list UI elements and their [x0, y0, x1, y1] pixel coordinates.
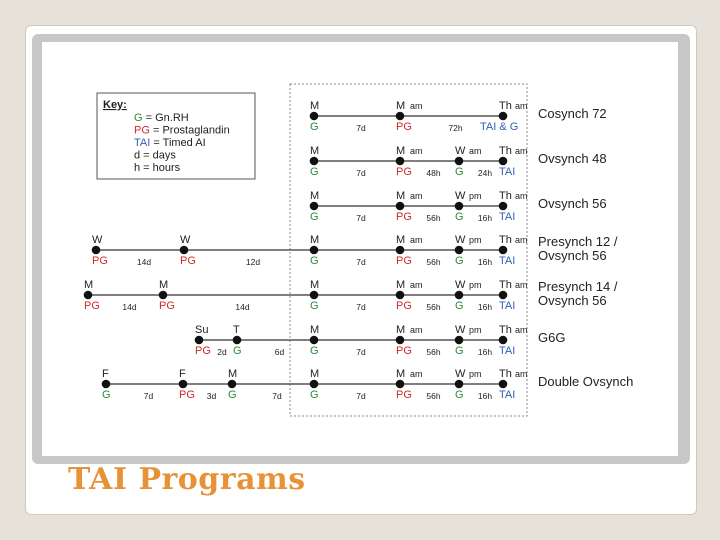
protocol-name: Cosynch 72 — [538, 106, 607, 121]
slide-title: TAI Programs — [68, 462, 306, 497]
event-time: pm — [469, 235, 482, 245]
event-drug: TAI — [499, 389, 516, 401]
event-day: Th — [499, 100, 512, 112]
event-day: Th — [499, 324, 512, 336]
event-drug: TAI — [499, 211, 516, 223]
interval-label: 14d — [122, 302, 137, 312]
event-drug: G — [310, 121, 319, 133]
protocol-name: Ovsynch 48 — [538, 151, 607, 166]
event-dot — [455, 380, 464, 389]
event-day: M — [84, 279, 94, 291]
event-dot — [499, 336, 508, 345]
event-dot — [102, 380, 111, 389]
event-time: am — [515, 235, 528, 245]
interval-label: 72h — [448, 123, 463, 133]
interval-label: 12d — [245, 257, 261, 267]
interval-label: 7d — [356, 347, 366, 357]
event-dot — [310, 246, 319, 255]
key-desc: = Gn.RH — [142, 112, 189, 124]
interval-label: 56h — [426, 391, 441, 401]
interval-label: 6d — [274, 347, 285, 357]
event-dot — [499, 246, 508, 255]
key-desc: = hours — [140, 162, 181, 174]
protocol-name: Double Ovsynch — [538, 374, 634, 389]
event-drug: G — [310, 300, 319, 312]
event-time: am — [410, 101, 423, 111]
event-dot — [455, 202, 464, 211]
protocol-name: Ovsynch 56 — [538, 293, 607, 308]
event-day: M — [228, 368, 238, 380]
event-time: am — [410, 325, 423, 335]
event-time: pm — [469, 325, 482, 335]
event-dot — [396, 202, 405, 211]
event-day: M — [310, 324, 320, 336]
key-heading: Key: — [103, 99, 127, 111]
key-desc: = days — [140, 149, 176, 162]
event-drug: PG — [84, 300, 100, 312]
interval-label: 16h — [477, 347, 493, 357]
event-dot — [310, 336, 319, 345]
event-drug: G — [228, 389, 237, 401]
event-time: am — [410, 369, 423, 379]
event-dot — [159, 291, 168, 300]
event-drug: TAI — [499, 300, 516, 312]
event-drug: G — [455, 345, 464, 357]
event-dot — [92, 246, 101, 255]
protocol-name: Presynch 12 / — [538, 234, 618, 249]
event-dot — [455, 336, 464, 345]
event-drug: PG — [396, 211, 412, 223]
interval-label: 2d — [217, 347, 227, 357]
key-item — [134, 137, 206, 149]
event-dot — [396, 246, 405, 255]
protocol-row — [92, 234, 618, 267]
interval-label: 24h — [477, 168, 493, 178]
event-day: F — [102, 368, 109, 380]
event-day: M — [396, 100, 406, 112]
protocol-row — [310, 100, 607, 133]
event-dot — [499, 112, 508, 121]
key-desc: = Timed AI — [150, 137, 206, 149]
interval-label: 16h — [477, 391, 493, 401]
event-day: Th — [499, 145, 512, 157]
event-dot — [499, 202, 508, 211]
event-dot — [310, 202, 319, 211]
event-dot — [180, 246, 189, 255]
event-time: am — [515, 146, 528, 156]
event-day: M — [310, 145, 320, 157]
event-time: pm — [469, 191, 482, 201]
event-time: am — [410, 146, 423, 156]
event-dot — [310, 157, 319, 166]
interval-label: 56h — [426, 213, 441, 223]
event-drug: G — [310, 345, 319, 357]
event-dot — [499, 380, 508, 389]
key-desc: = Prostaglandin — [149, 124, 230, 137]
protocol-row — [84, 279, 618, 312]
event-time: am — [515, 325, 528, 335]
event-time: am — [410, 191, 423, 201]
event-dot — [499, 157, 508, 166]
event-day: M — [310, 100, 320, 112]
event-drug: PG — [396, 255, 412, 267]
interval-label: 14d — [136, 257, 152, 267]
event-time: am — [515, 280, 528, 290]
key-item — [134, 112, 189, 124]
event-time: am — [515, 101, 528, 111]
event-day: M — [396, 234, 406, 246]
event-day: W — [455, 190, 466, 202]
event-dot — [233, 336, 242, 345]
event-drug: G — [310, 211, 319, 223]
event-drug: TAI — [499, 345, 516, 357]
interval-label: 16h — [477, 302, 493, 312]
event-day: W — [92, 234, 103, 246]
event-drug: PG — [396, 389, 412, 401]
event-day: Su — [195, 324, 209, 336]
event-day: M — [396, 368, 406, 380]
event-day: M — [310, 234, 320, 246]
event-dot — [396, 112, 405, 121]
interval-label: 7d — [356, 213, 366, 223]
event-dot — [499, 291, 508, 300]
event-dot — [84, 291, 93, 300]
interval-label: 7d — [356, 257, 366, 267]
protocol-name: G6G — [538, 330, 566, 345]
interval-label: 48h — [426, 168, 441, 178]
event-day: Th — [499, 234, 512, 246]
event-day: Th — [499, 190, 512, 202]
interval-label: 7d — [143, 391, 154, 401]
protocol-row — [310, 190, 607, 223]
event-day: M — [396, 324, 406, 336]
key-abbr: h — [134, 162, 141, 174]
event-day: T — [233, 324, 240, 336]
event-dot — [455, 157, 464, 166]
event-drug: TAI & G — [480, 121, 519, 133]
protocol-name: Presynch 14 / — [538, 279, 618, 294]
interval-label: 3d — [206, 391, 217, 401]
event-drug: PG — [396, 345, 412, 357]
key-item — [134, 162, 181, 174]
event-day: M — [310, 190, 320, 202]
event-drug: PG — [159, 300, 175, 312]
event-time: am — [515, 369, 528, 379]
key-abbr: TAI — [134, 137, 151, 149]
key-abbr: d — [134, 149, 141, 162]
interval-label: 16h — [477, 257, 493, 267]
event-dot — [396, 336, 405, 345]
event-day: Th — [499, 368, 512, 380]
event-drug: PG — [179, 389, 195, 401]
interval-label: 56h — [426, 347, 441, 357]
event-dot — [310, 380, 319, 389]
event-time: am — [515, 191, 528, 201]
interval-label: 14d — [235, 302, 250, 312]
event-day: W — [455, 368, 466, 380]
event-drug: G — [102, 389, 111, 401]
event-time: am — [410, 235, 423, 245]
event-time: pm — [469, 369, 482, 379]
event-dot — [455, 291, 464, 300]
key-item — [134, 125, 230, 137]
event-dot — [455, 246, 464, 255]
protocol-row — [195, 324, 566, 357]
interval-label: 16h — [477, 213, 493, 223]
event-day: W — [455, 234, 466, 246]
event-drug: G — [455, 389, 464, 401]
event-day: M — [396, 279, 406, 291]
event-day: M — [310, 279, 320, 291]
event-dot — [228, 380, 237, 389]
event-day: M — [159, 279, 169, 291]
event-time: am — [469, 146, 482, 156]
protocol-name: Ovsynch 56 — [538, 248, 607, 263]
interval-label: 7d — [272, 391, 282, 401]
event-drug: PG — [396, 300, 412, 312]
interval-label: 7d — [356, 123, 366, 133]
event-day: M — [396, 145, 406, 157]
event-drug: G — [310, 389, 319, 401]
event-dot — [396, 157, 405, 166]
interval-label: 7d — [356, 168, 366, 178]
event-dot — [310, 112, 319, 121]
event-dot — [179, 380, 188, 389]
event-dot — [396, 291, 405, 300]
event-day: M — [310, 368, 320, 380]
event-drug: PG — [92, 255, 108, 267]
event-drug: TAI — [499, 255, 516, 267]
event-drug: PG — [396, 166, 412, 178]
event-day: W — [455, 279, 466, 291]
event-day: W — [180, 234, 191, 246]
event-drug: PG — [396, 121, 412, 133]
protocol-row — [310, 145, 607, 178]
interval-label: 7d — [356, 302, 366, 312]
protocol-name: Ovsynch 56 — [538, 196, 607, 211]
interval-label: 7d — [356, 391, 366, 401]
event-drug: G — [455, 300, 464, 312]
event-day: W — [455, 324, 466, 336]
protocol-row — [102, 368, 634, 401]
interval-label: 56h — [426, 302, 441, 312]
event-drug: G — [455, 255, 464, 267]
event-dot — [396, 380, 405, 389]
event-drug: G — [310, 255, 319, 267]
key-item — [134, 150, 176, 162]
key-abbr: G — [134, 112, 143, 124]
event-drug: G — [455, 166, 464, 178]
event-drug: TAI — [499, 166, 516, 178]
event-drug: PG — [195, 345, 211, 357]
interval-label: 56h — [426, 257, 441, 267]
key-abbr: PG — [134, 124, 150, 137]
event-dot — [195, 336, 204, 345]
event-drug: PG — [180, 255, 196, 267]
event-time: am — [410, 280, 423, 290]
event-drug: G — [233, 345, 242, 357]
event-time: pm — [469, 280, 482, 290]
event-day: Th — [499, 279, 512, 291]
event-day: F — [179, 368, 186, 380]
event-day: M — [396, 190, 406, 202]
event-drug: G — [310, 166, 319, 178]
event-day: W — [455, 145, 466, 157]
event-drug: G — [455, 211, 464, 223]
event-dot — [310, 291, 319, 300]
